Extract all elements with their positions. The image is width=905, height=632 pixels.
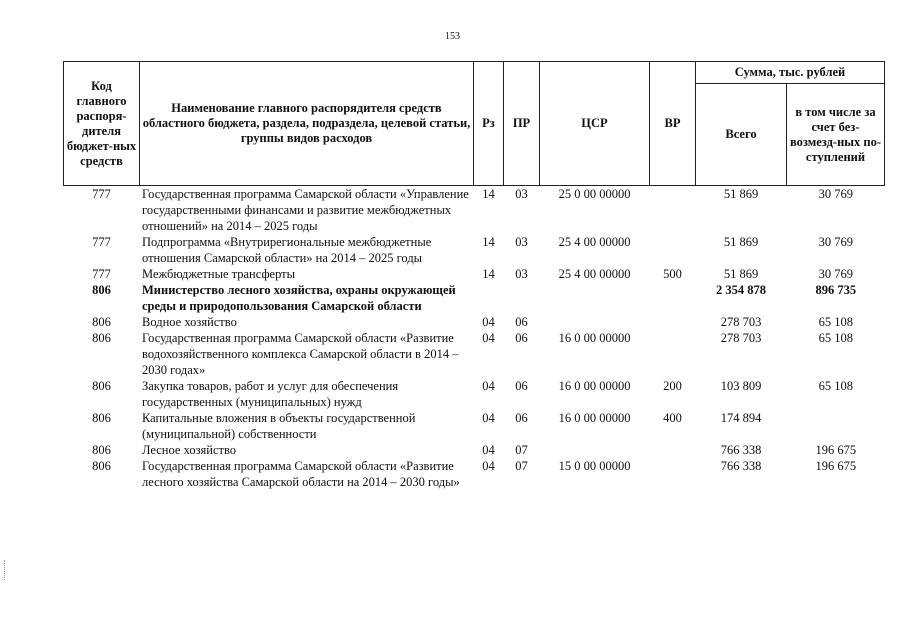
cell-total: 278 703 [720,315,762,329]
cell-csr: 16 0 00 00000 [558,379,631,393]
cell-total: 51 869 [723,267,759,281]
table-row [64,330,885,378]
cell-vr [650,234,696,266]
cell-gratuitous: 65 108 [818,331,853,345]
cell-vr: 200 [663,379,682,393]
cell-csr: 25 4 00 00000 [558,267,631,281]
cell-rz: 14 [482,267,495,281]
cell-pr: 03 [515,267,528,281]
cell-pr: 06 [515,379,528,393]
cell-name: Подпрограмма «Внутрирегиональные межбюджетные отношения Самарской области» на 2014 – 2025 годы [142,235,432,265]
cell-vr [650,330,696,378]
cell-pr: 06 [515,411,528,425]
cell-name: Министерство лесного хозяйства, охраны окружающей среды и природопользования Самарской области [142,283,456,313]
cell-name: Государственная программа Самарской области «Развитие водохозяйственного комплекса Самарской области в 2014 – 2030 годах» [142,331,459,377]
cell-total: 766 338 [720,459,762,473]
table-row [64,266,885,282]
cell-gratuitous: 30 769 [818,267,853,281]
table-row [64,378,885,410]
table-body [64,186,885,491]
cell-code: 806 [92,331,111,345]
cell-name: Государственная программа Самарской области «Управление государственными финансами и развитие межбюджетных отношений» на 2014 – 2025 годы [142,187,469,233]
cell-total: 103 809 [720,379,762,393]
cell-name: Государственная программа Самарской области «Развитие лесного хозяйства Самарской области на 2014 – 2030 годы» [142,459,460,489]
cell-rz: 14 [482,187,495,201]
cell-pr: 06 [515,331,528,345]
cell-csr [540,314,650,330]
cell-csr: 25 4 00 00000 [558,235,631,249]
cell-name: Закупка товаров, работ и услуг для обеспечения государственных (муниципальных) нужд [142,379,399,409]
cell-code: 806 [92,379,111,393]
cell-csr [540,282,650,314]
cell-code: 777 [92,235,111,249]
table-row [64,410,885,442]
cell-csr: 16 0 00 00000 [558,331,631,345]
cell-total: 766 338 [720,443,762,457]
cell-total: 51 869 [723,187,759,201]
cell-vr: 400 [663,411,682,425]
table-row [64,186,885,235]
header-rz: Рз [474,62,504,186]
cell-name: Водное хозяйство [142,315,237,329]
cell-gratuitous: 65 108 [818,315,853,329]
cell-code: 777 [92,187,111,201]
cell-vr: 500 [663,267,682,281]
cell-code: 806 [92,283,111,297]
cell-name: Лесное хозяйство [142,443,237,457]
cell-code: 806 [92,315,111,329]
cell-name: Капитальные вложения в объекты государственной (муниципальной) собственности [142,411,416,441]
cell-total: 278 703 [720,331,762,345]
header-name: Наименование главного распорядителя средств областного бюджета, раздела, подраздела, целевой статьи, группы видов расходов [140,62,474,186]
cell-rz: 04 [482,459,495,473]
cell-csr: 15 0 00 00000 [558,459,631,473]
cell-rz [474,282,504,314]
table-header [64,62,885,186]
header-gratuitous: в том числе за счет без-возмезд-ных по-ступлений [787,84,885,186]
header-pr: ПР [504,62,540,186]
cell-gratuitous [787,410,885,442]
cell-pr: 07 [515,443,528,457]
cell-gratuitous: 196 675 [815,459,857,473]
cell-rz: 14 [482,235,495,249]
cell-vr [650,282,696,314]
cell-code: 777 [92,267,111,281]
header-vr: ВР [650,62,696,186]
cell-code: 806 [92,411,111,425]
cell-gratuitous: 896 735 [815,283,857,297]
cell-vr [650,314,696,330]
cell-vr [650,442,696,458]
cell-gratuitous: 30 769 [818,187,853,201]
table-row [64,282,885,314]
cell-code: 806 [92,459,111,473]
cell-pr: 03 [515,235,528,249]
cell-csr: 16 0 00 00000 [558,411,631,425]
cell-pr: 03 [515,187,528,201]
cell-pr [504,282,540,314]
table-row [64,314,885,330]
cell-rz: 04 [482,379,495,393]
table-row [64,458,885,490]
cell-total: 2 354 878 [716,283,766,297]
scan-edge-mark [4,560,7,580]
cell-rz: 04 [482,411,495,425]
header-total: Всего [696,84,787,186]
cell-gratuitous: 30 769 [818,235,853,249]
cell-gratuitous: 65 108 [818,379,853,393]
cell-vr [650,186,696,235]
cell-gratuitous: 196 675 [815,443,857,457]
cell-vr [650,458,696,490]
header-sum-group: Сумма, тыс. рублей [696,62,885,84]
header-code: Код главного распоря-дителя бюджет-ных средств [64,62,140,186]
cell-pr: 07 [515,459,528,473]
page-number: 153 [445,31,460,42]
budget-table [63,61,885,490]
cell-total: 174 894 [720,411,762,425]
cell-code: 806 [92,443,111,457]
cell-pr: 06 [515,315,528,329]
cell-csr: 25 0 00 00000 [558,187,631,201]
cell-rz: 04 [482,315,495,329]
cell-rz: 04 [482,443,495,457]
cell-csr [540,442,650,458]
cell-name: Межбюджетные трансферты [142,267,296,281]
table-row [64,234,885,266]
cell-rz: 04 [482,331,495,345]
header-csr: ЦСР [540,62,650,186]
cell-total: 51 869 [723,235,759,249]
table-row [64,442,885,458]
